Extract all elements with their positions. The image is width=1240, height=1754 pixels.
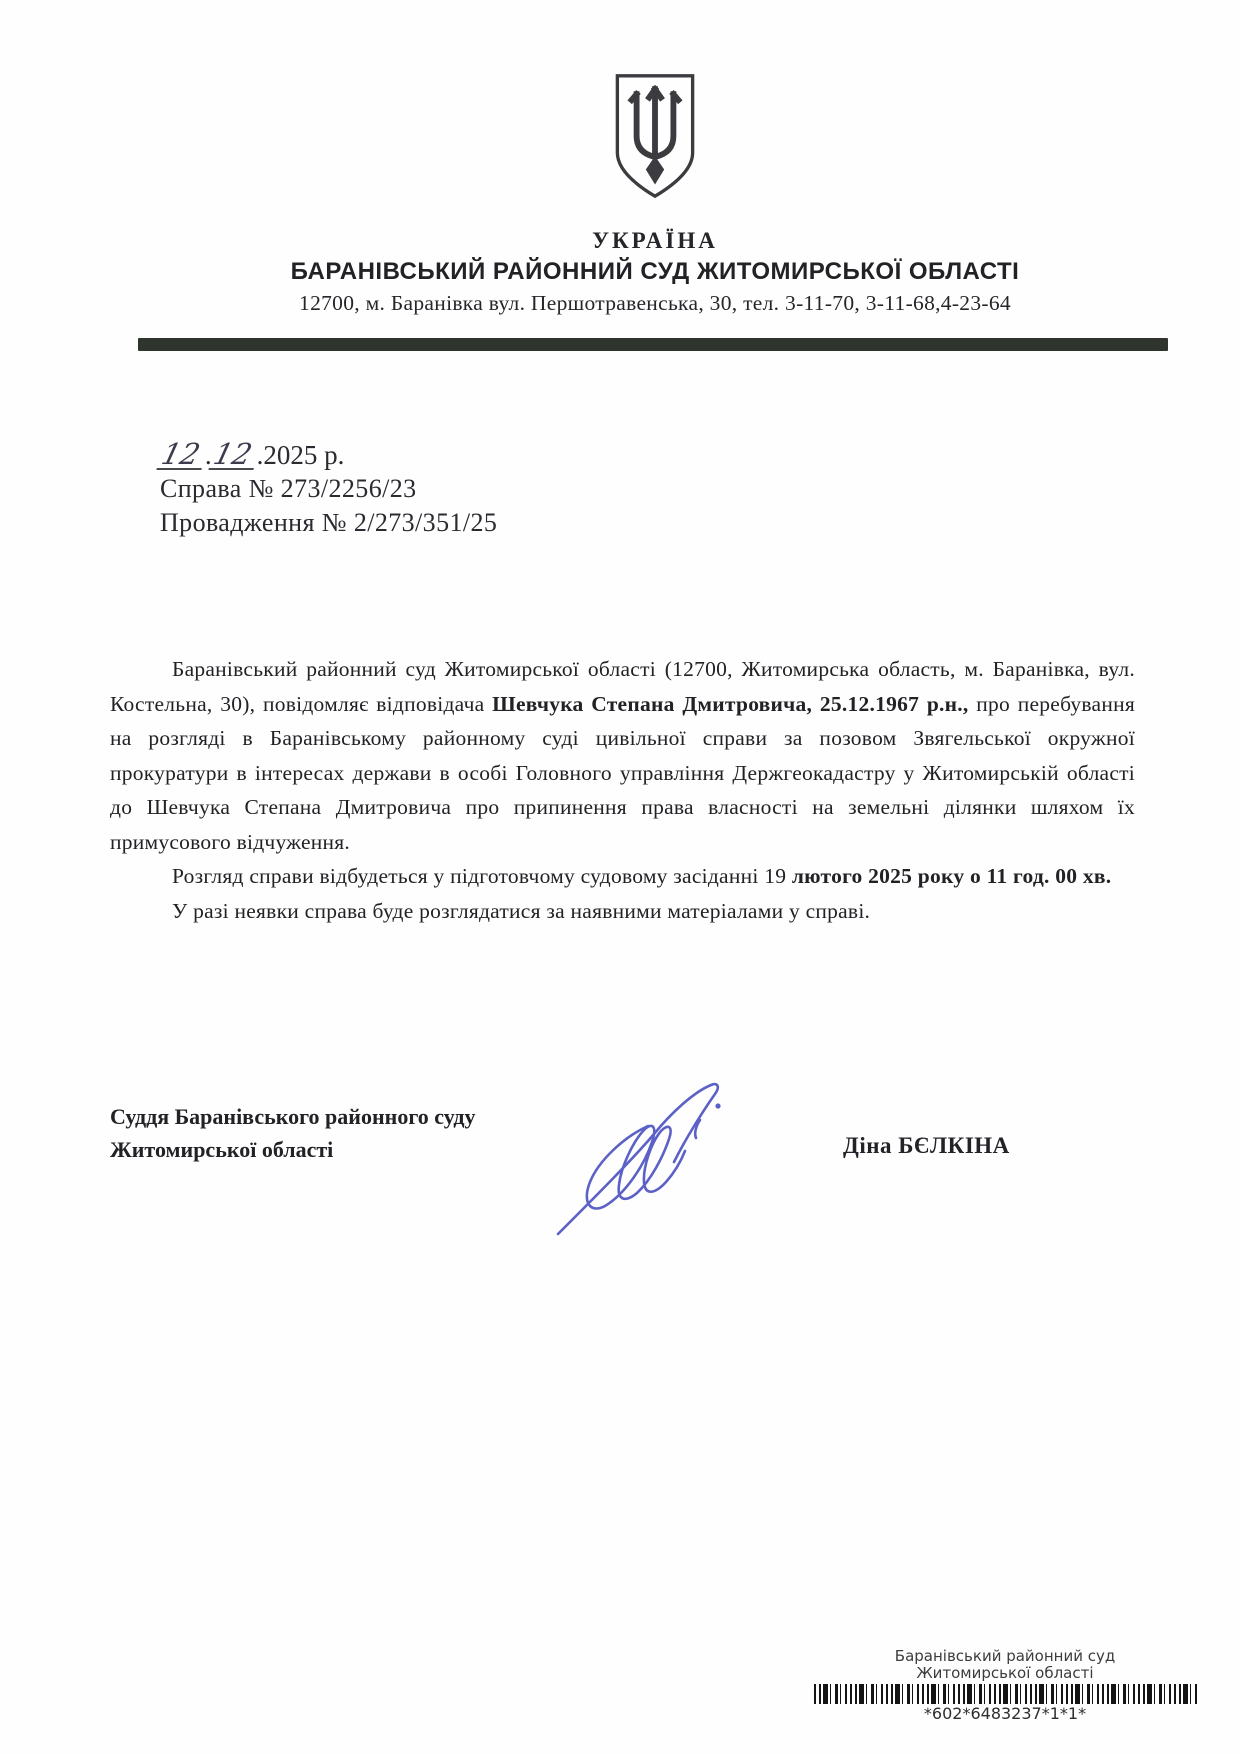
court-address: 12700, м. Баранівка вул. Першотравенська, 30, тел. 3-11-70, 3-11-68,4-23-64 xyxy=(299,291,1011,315)
document-date xyxy=(160,438,497,472)
handwritten-month: 12 xyxy=(208,441,260,470)
date-printed: .2025 р. xyxy=(256,440,345,470)
case-number: Справа № 273/2256/23 xyxy=(160,474,417,503)
court-name-title: БАРАНІВСЬКИЙ РАЙОННИЙ СУД ЖИТОМИРСЬКОЇ ОБЛАСТІ xyxy=(290,258,1020,285)
registration-stamp xyxy=(810,1648,1200,1722)
judge-title xyxy=(110,1100,475,1166)
date-dot: . xyxy=(204,440,212,470)
paragraph-notification: Баранівський районний суд Житомирської області (12700, Житомирська область, м. Баранівка, вул. Костельна, 30), повідомляє відповідача Шевчука Степана Дмитровича, 25.12.1967 р.н., про перебування на розгляді в Баранівському районному суді цивільної справи за позовом Звягельської окружної прокуратури в інтересах держави в особі Головного управління Держгеокадастру у Житомирській області до Шевчука Степана Дмитровича про припинення права власності на земельні ділянки шляхом їх примусового відчуження. xyxy=(110,657,1135,854)
proceeding-number: Провадження № 2/273/351/25 xyxy=(160,508,498,537)
judge-title-line1: Суддя Баранівського районного суду xyxy=(110,1104,476,1129)
judge-title-line2: Житомирської області xyxy=(110,1137,334,1162)
ukraine-trident-emblem-icon xyxy=(609,72,701,200)
handwritten-signature xyxy=(548,1068,788,1238)
country-title: УКРАЇНА xyxy=(592,228,718,253)
stamp-court-line2: Житомирської області xyxy=(916,1664,1094,1682)
header-divider-bar xyxy=(138,338,1168,351)
case-info-block xyxy=(160,438,497,540)
paragraph-hearing-date: Розгляд справи відбудеться у підготовчому судовому засіданні 19 лютого 2025 року о 11 год. 00 хв. xyxy=(172,864,1112,888)
letterhead xyxy=(70,72,1240,316)
paragraph-absence-warning: У разі неявки справа буде розглядатися за наявними матеріалами у справі. xyxy=(172,898,871,923)
letter-body xyxy=(110,652,1135,928)
barcode-value: *602*6483237*1*1* xyxy=(923,1704,1087,1723)
stamp-court-line1: Баранівський районний суд xyxy=(894,1647,1116,1665)
handwritten-day: 12 xyxy=(156,441,208,470)
barcode-icon xyxy=(814,1684,1197,1704)
judge-name: Діна БЄЛКІНА xyxy=(843,1133,1010,1158)
